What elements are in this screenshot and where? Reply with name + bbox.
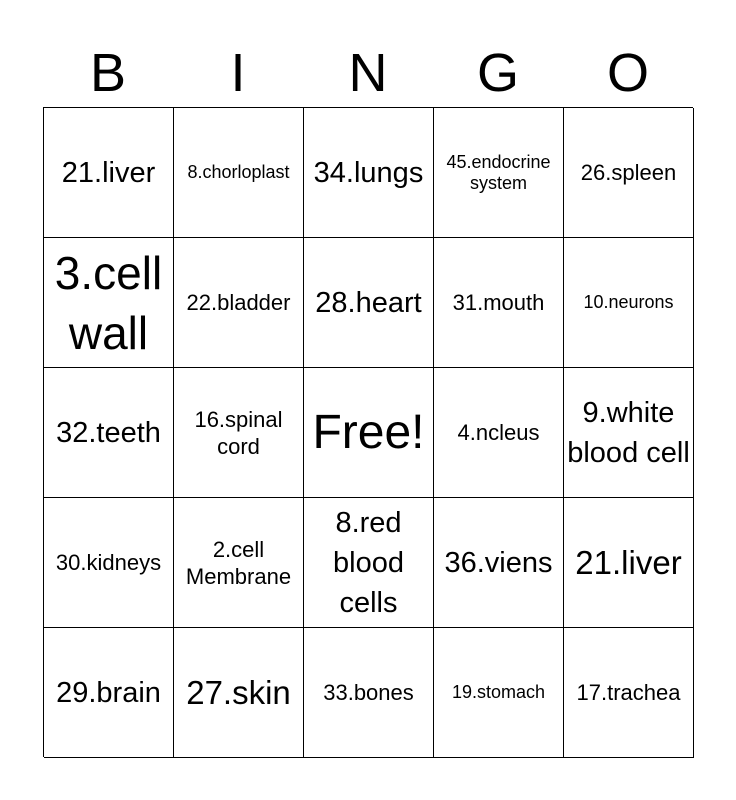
bingo-cell[interactable]: [174, 238, 304, 368]
bingo-cell[interactable]: [564, 368, 694, 498]
bingo-cell[interactable]: [434, 238, 564, 368]
cell-label: 34.lungs: [313, 156, 424, 189]
bingo-cell[interactable]: [174, 498, 304, 628]
header-letter-n: N: [348, 43, 388, 103]
bingo-cell[interactable]: [564, 108, 694, 238]
cell-label: 16.spinal cord: [194, 406, 283, 459]
free-label: Free!: [312, 405, 425, 459]
bingo-cell[interactable]: [44, 238, 174, 368]
bingo-cell[interactable]: [434, 498, 564, 628]
cell-label: 27.skin: [186, 673, 291, 711]
bingo-header: [43, 40, 693, 106]
cell-label: 36.viens: [444, 546, 553, 579]
cell-label: 19.stomach: [451, 682, 546, 702]
cell-label: 21.liver: [575, 543, 682, 581]
bingo-cell[interactable]: [564, 238, 694, 368]
bingo-cell[interactable]: [44, 108, 174, 238]
bingo-cell[interactable]: [564, 498, 694, 628]
bingo-cell[interactable]: [304, 108, 434, 238]
cell-label: 26.spleen: [580, 160, 677, 185]
cell-label: 22.bladder: [186, 290, 291, 315]
header-letter-g: G: [476, 43, 519, 103]
bingo-cell[interactable]: [44, 498, 174, 628]
cell-label: 21.liver: [61, 156, 156, 189]
header-letter-b: B: [89, 43, 127, 103]
cell-label: 33.bones: [323, 680, 414, 705]
cell-label: 3.cell wall: [54, 246, 163, 359]
bingo-cell[interactable]: [434, 108, 564, 238]
cell-label: 29.brain: [56, 676, 161, 709]
cell-label: 31.mouth: [452, 290, 545, 315]
bingo-cell[interactable]: [44, 628, 174, 758]
cell-label: 8.red blood cells: [333, 506, 404, 619]
bingo-cell[interactable]: [304, 238, 434, 368]
cell-label: 28.heart: [315, 286, 422, 319]
cell-label: 30.kidneys: [55, 550, 162, 575]
header-letter-o: O: [606, 43, 649, 103]
cell-label: 2.cell Membrane: [185, 536, 292, 589]
cell-label: 4.ncleus: [457, 420, 540, 445]
bingo-cell[interactable]: [304, 498, 434, 628]
bingo-cell[interactable]: [174, 108, 304, 238]
header-letter-i: I: [230, 43, 246, 103]
bingo-cell[interactable]: [174, 368, 304, 498]
cell-label: 9.white blood cell: [567, 396, 690, 469]
bingo-cell[interactable]: [564, 628, 694, 758]
bingo-cell[interactable]: [304, 628, 434, 758]
bingo-cell[interactable]: [434, 368, 564, 498]
cell-label: 8.chorloplast: [187, 162, 290, 182]
cell-label: 45.endocrine system: [446, 151, 551, 193]
bingo-board: [43, 107, 693, 757]
bingo-cell[interactable]: [44, 368, 174, 498]
cell-label: 10.neurons: [583, 292, 674, 312]
bingo-cell[interactable]: [174, 628, 304, 758]
free-cell[interactable]: [304, 368, 434, 498]
bingo-cell[interactable]: [434, 628, 564, 758]
cell-label: 32.teeth: [56, 416, 161, 449]
cell-label: 17.trachea: [576, 680, 681, 705]
